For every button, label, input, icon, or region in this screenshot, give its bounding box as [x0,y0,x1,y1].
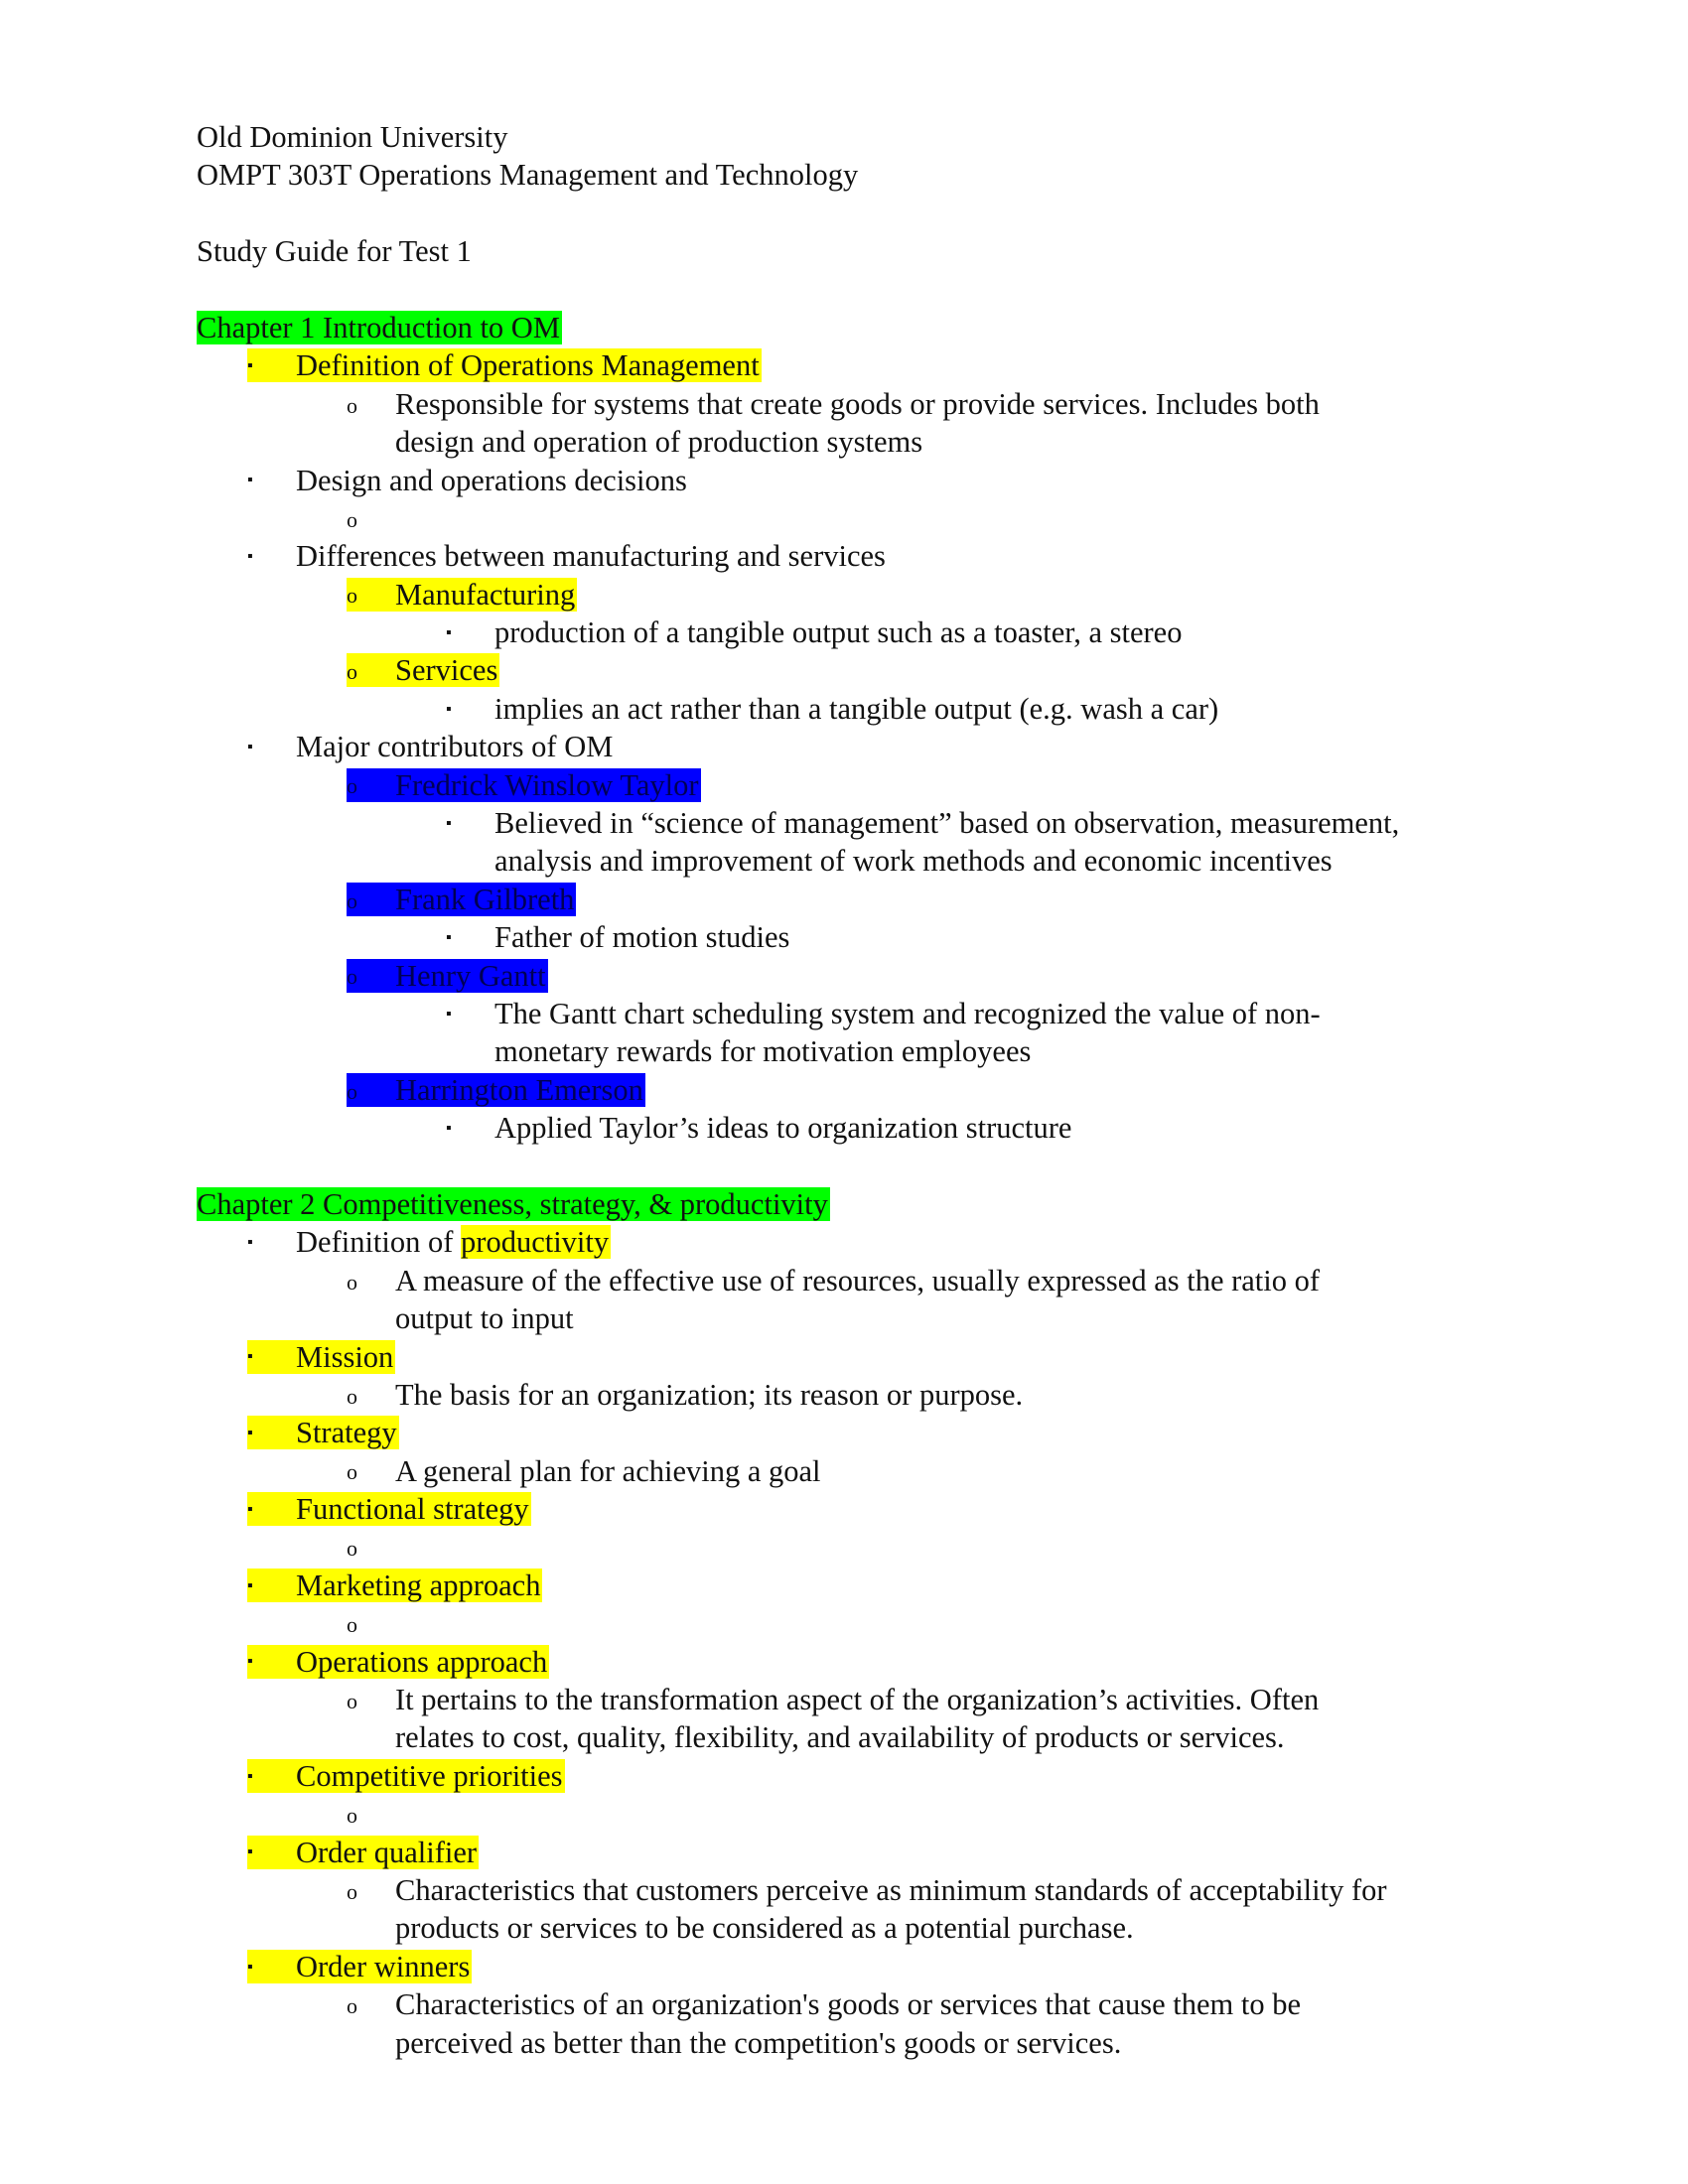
item-text: relates to cost, quality, flexibility, and availability of products or services. [395,1720,1285,1755]
topic-label: Competitive priorities [296,1758,563,1793]
list-item [197,1567,1517,1604]
item-text: Believed in “science of management” based on observation, measurement, [494,806,1400,841]
circle-bullet-icon: o [347,1878,357,1904]
contributor-name: Harrington Emerson [395,1072,643,1107]
list-item [197,957,1517,995]
circle-bullet-icon: o [347,1459,357,1485]
study-guide-document [197,118,1517,2062]
topic-label-highlight: productivity [461,1225,610,1260]
list-item [197,881,1517,918]
list-item [197,804,1517,842]
list-item-continuation [197,1909,1517,1947]
list-item [197,1871,1517,1909]
list-item [197,385,1517,423]
list-item [197,1834,1517,1871]
item-text: It pertains to the transformation aspect of the organization’s activities. Often [395,1683,1320,1717]
item-text: A general plan for achieving a goal [395,1453,821,1488]
list-item [197,346,1517,384]
topic-label: Design and operations decisions [296,463,687,497]
item-text: perceived as better than the competition's goods or services. [395,2025,1122,2060]
empty-list-item [197,1795,1517,1833]
list-item [197,614,1517,651]
empty-list-item [197,1604,1517,1642]
topic-label: Order winners [296,1949,471,1983]
list-item [197,1681,1517,1718]
spacer [197,195,1517,232]
topic-label: Strategy [296,1416,397,1450]
item-text: Responsible for systems that create goods or provide services. Includes both [395,386,1320,421]
item-text: monetary rewards for motivation employees [494,1034,1032,1069]
item-text: The Gantt chart scheduling system and recognized the value of non- [494,996,1321,1030]
list-item [197,651,1517,689]
list-item-continuation [197,1299,1517,1337]
list-item [197,1376,1517,1414]
square-bullet-icon: ▪ [446,929,452,946]
contributor-name: Henry Gantt [395,958,546,993]
circle-bullet-icon: o [347,1269,357,1295]
square-bullet-icon: ▪ [247,1425,253,1442]
circle-bullet-icon: o [347,392,357,418]
circle-bullet-icon: o [347,1802,357,1828]
item-text: output to input [395,1301,574,1336]
item-text: Characteristics of an organization's goods or services that cause them to be [395,1987,1302,2022]
square-bullet-icon: ▪ [446,1119,452,1137]
list-item [197,1452,1517,1490]
list-item [197,690,1517,728]
list-item [197,1757,1517,1795]
square-bullet-icon: ▪ [446,623,452,641]
item-text: design and operation of production systems [395,425,923,460]
square-bullet-icon: ▪ [247,472,253,489]
square-bullet-icon: ▪ [446,700,452,718]
item-text: analysis and improvement of work methods and economic incentives [494,844,1333,879]
circle-bullet-icon: o [347,1536,357,1562]
list-item [197,1262,1517,1299]
square-bullet-icon: ▪ [247,1348,253,1366]
list-item [197,1071,1517,1109]
university-name: Old Dominion University [197,120,508,154]
topic-label: Functional strategy [296,1492,529,1527]
square-bullet-icon: ▪ [247,1843,253,1861]
item-text: production of a tangible output such as a toaster, a stereo [494,615,1183,650]
list-item [197,537,1517,575]
list-item [197,1490,1517,1528]
square-bullet-icon: ▪ [247,1958,253,1976]
spacer [197,271,1517,309]
circle-bullet-icon: o [347,659,357,685]
list-item [197,1223,1517,1261]
list-item [197,728,1517,765]
contributor-name: Frank Gilbreth [395,882,575,916]
topic-label-prefix: Definition of [296,1225,462,1260]
topic-label: Definition of Operations Management [296,348,760,383]
item-text: Applied Taylor’s ideas to organization structure [494,1111,1072,1146]
subtopic-label: Manufacturing [395,577,576,612]
circle-bullet-icon: o [347,1383,357,1409]
list-item [197,576,1517,614]
square-bullet-icon: ▪ [247,739,253,756]
circle-bullet-icon: o [347,887,357,913]
spacer [197,1148,1517,1185]
item-text: A measure of the effective use of resources, usually expressed as the ratio of [395,1263,1321,1297]
circle-bullet-icon: o [347,964,357,990]
list-item-continuation [197,2024,1517,2062]
list-item-continuation [197,842,1517,880]
list-item [197,462,1517,499]
topic-label: Mission [296,1339,394,1374]
empty-list-item [197,1528,1517,1566]
chapter-2-title: Chapter 2 Competitiveness, strategy, & productivity [197,1186,828,1221]
topic-label: Major contributors of OM [296,730,614,764]
list-item [197,1109,1517,1147]
list-item [197,1643,1517,1681]
list-item [197,995,1517,1032]
topic-label: Differences between manufacturing and services [296,539,886,574]
square-bullet-icon: ▪ [247,1234,253,1252]
list-item [197,918,1517,956]
list-item [197,1948,1517,1985]
item-text: Characteristics that customers perceive as minimum standards of acceptability for [395,1872,1387,1907]
circle-bullet-icon: o [347,506,357,532]
chapter-1-heading [197,309,1517,346]
guide-title: Study Guide for Test 1 [197,234,472,269]
item-text: products or services to be considered as a potential purchase. [395,1911,1134,1946]
item-text: implies an act rather than a tangible output (e.g. wash a car) [494,691,1219,726]
square-bullet-icon: ▪ [247,1500,253,1518]
square-bullet-icon: ▪ [247,357,253,375]
circle-bullet-icon: o [347,773,357,799]
topic-label: Operations approach [296,1644,548,1679]
square-bullet-icon: ▪ [247,1767,253,1785]
square-bullet-icon: ▪ [247,1653,253,1671]
list-item-continuation [197,423,1517,461]
list-item-continuation [197,1718,1517,1756]
list-item [197,1985,1517,2023]
list-item [197,1338,1517,1376]
item-text: Father of motion studies [494,920,790,955]
square-bullet-icon: ▪ [446,814,452,832]
list-item [197,1414,1517,1451]
contributor-name: Fredrick Winslow Taylor [395,767,699,802]
topic-label: Order qualifier [296,1835,478,1869]
circle-bullet-icon: o [347,1078,357,1104]
item-text: The basis for an organization; its reason or purpose. [395,1377,1024,1412]
square-bullet-icon: ▪ [247,1576,253,1594]
chapter-2-heading [197,1185,1517,1223]
subtopic-label: Services [395,653,498,688]
square-bullet-icon: ▪ [446,1005,452,1023]
circle-bullet-icon: o [347,1688,357,1713]
topic-label: Marketing approach [296,1568,541,1602]
empty-list-item [197,499,1517,537]
course-title: OMPT 303T Operations Management and Technology [197,158,859,193]
circle-bullet-icon: o [347,583,357,609]
list-item [197,766,1517,804]
square-bullet-icon: ▪ [247,548,253,566]
list-item-continuation [197,1032,1517,1070]
circle-bullet-icon: o [347,1612,357,1638]
circle-bullet-icon: o [347,1992,357,2018]
chapter-1-title: Chapter 1 Introduction to OM [197,310,560,344]
